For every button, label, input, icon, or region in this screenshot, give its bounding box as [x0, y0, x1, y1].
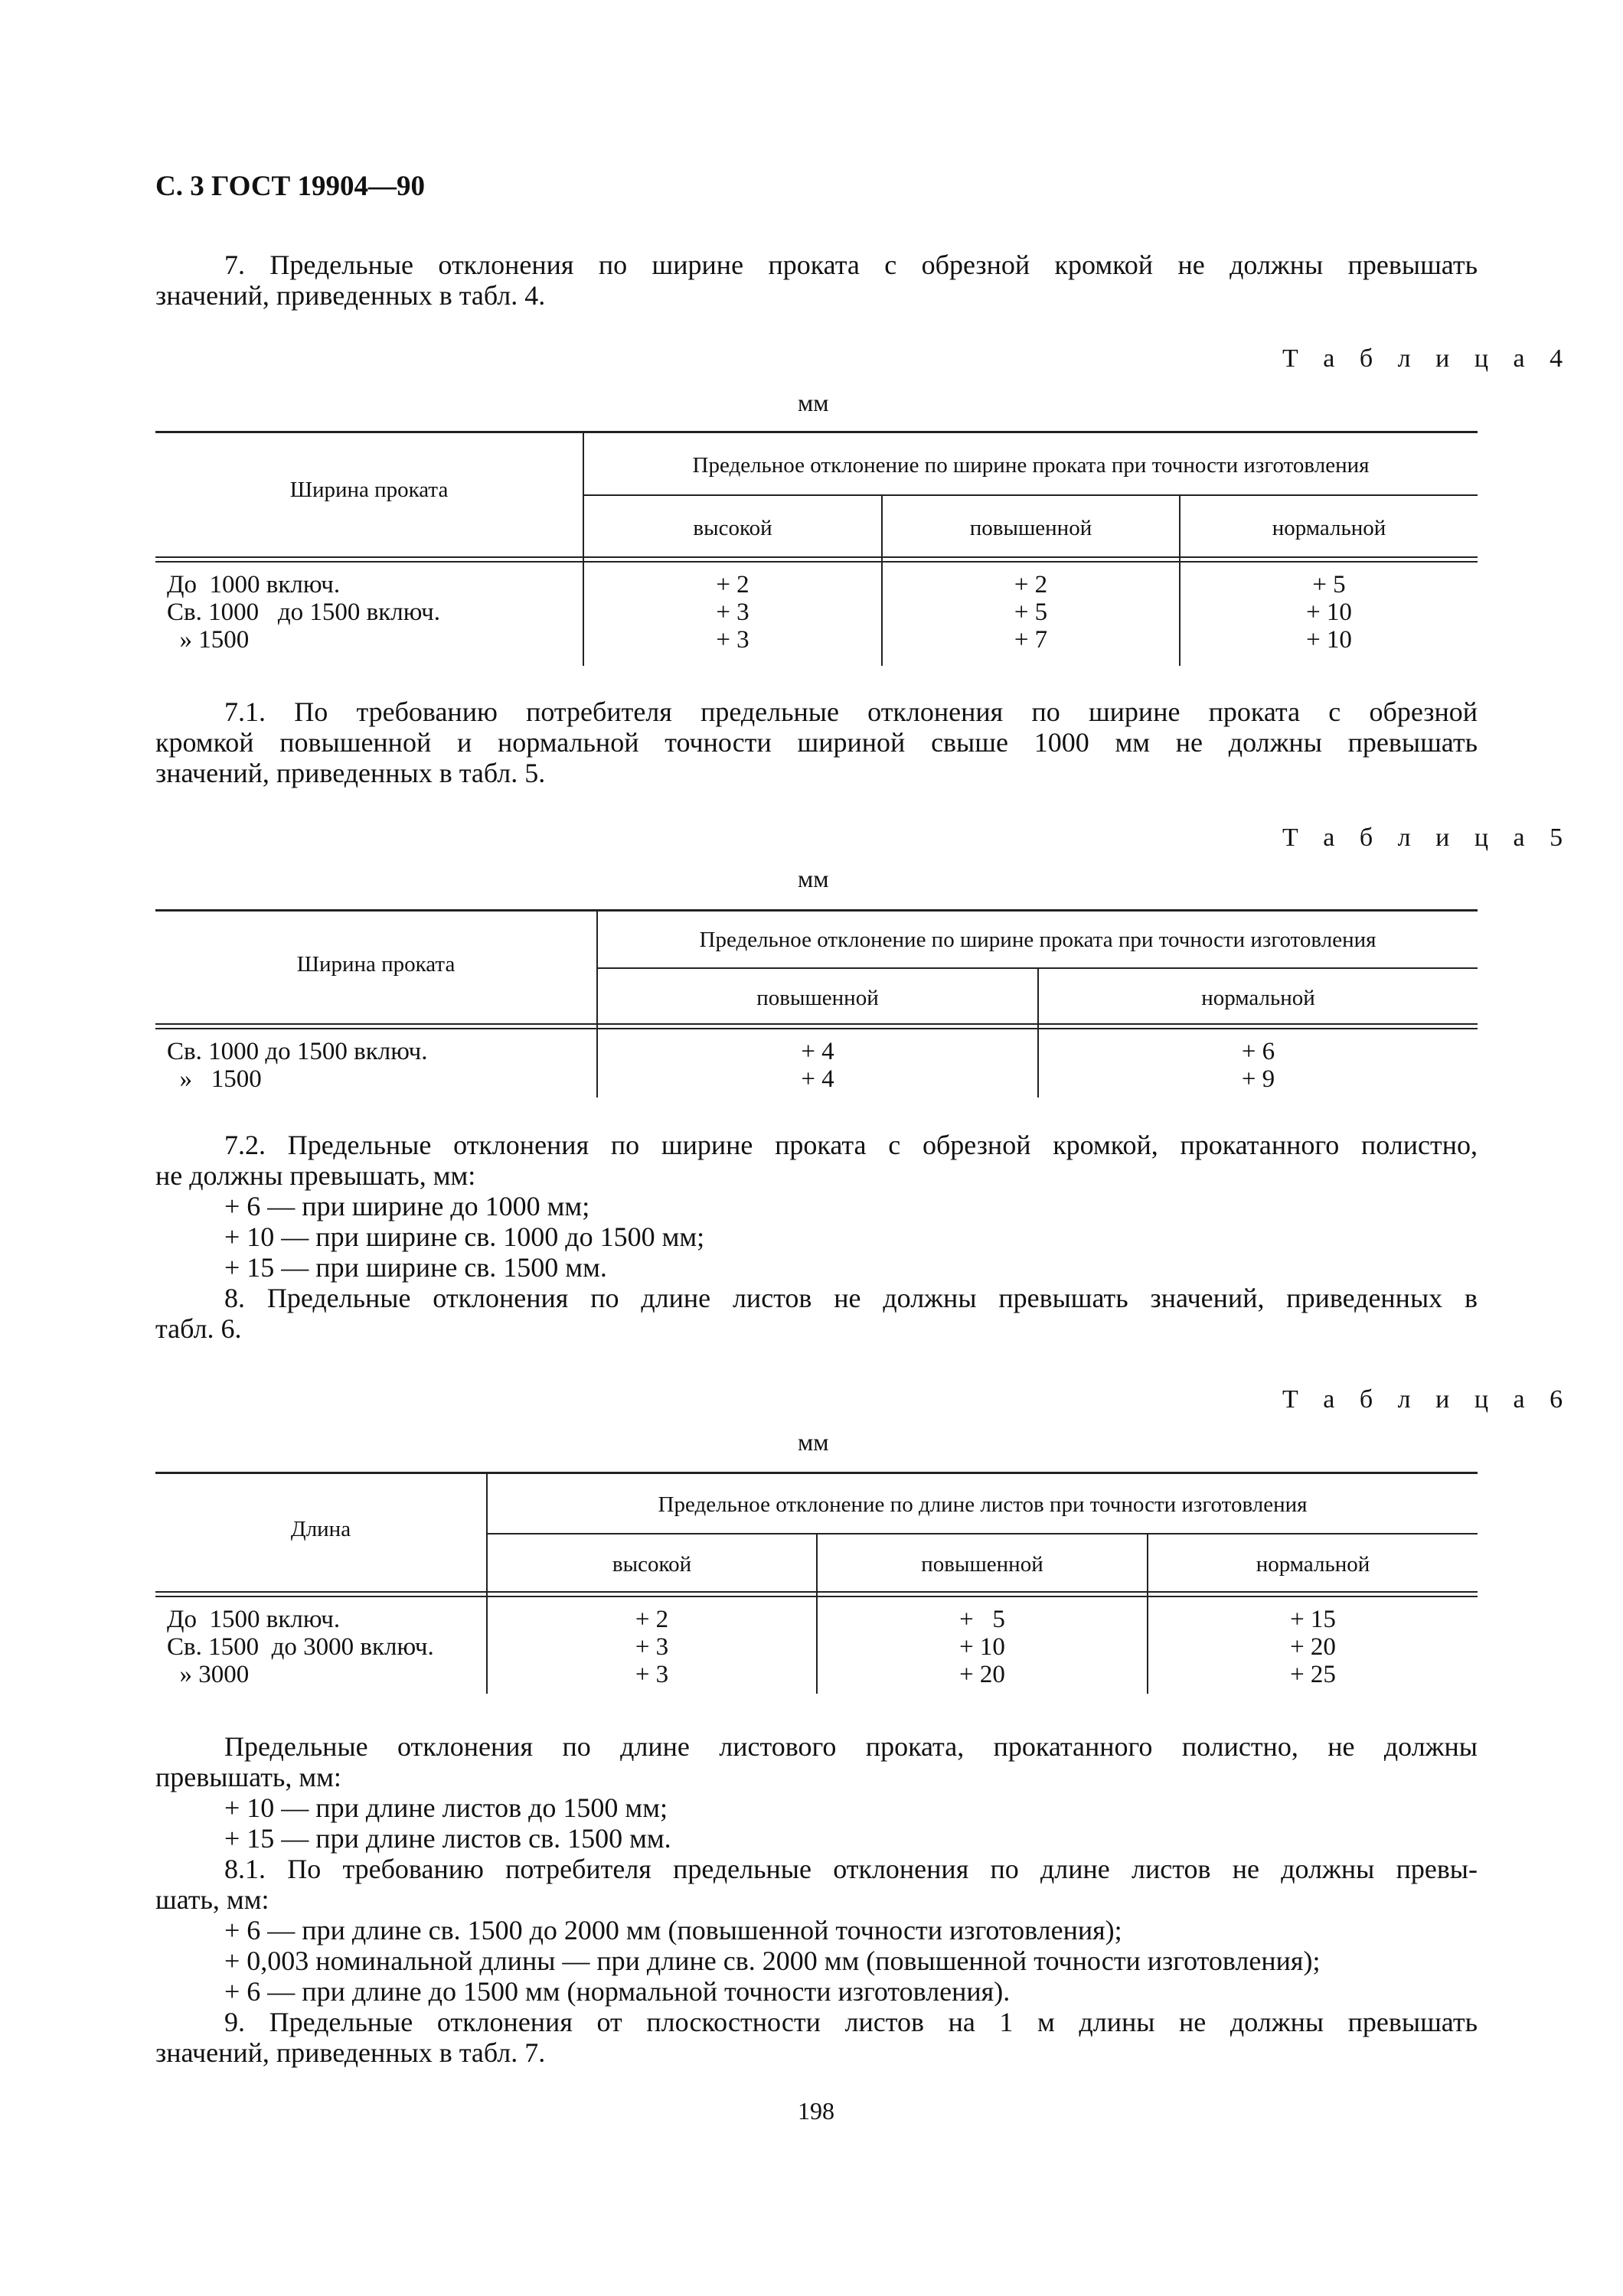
- list-item: + 6 — при ширине до 1000 мм;: [224, 1191, 590, 1221]
- table-5-column-header: нормальной: [1201, 986, 1315, 1010]
- list-item: + 6 — при длине св. 1500 до 2000 мм (повышенной точности изготовления);: [224, 1915, 1122, 1945]
- table-5-top-rule: [155, 909, 1478, 912]
- text-line: значений, приведенных в табл. 4.: [155, 280, 546, 311]
- table-5-first-column-header: Ширина проката: [296, 952, 456, 977]
- text-line: значений, приведенных в табл. 5.: [155, 758, 546, 788]
- text-line: 7. Предельные отклонения по ширине проката с обрезной кромкой не должны превышать: [224, 249, 1478, 280]
- text-line: Предельные отклонения по длине листового проката, прокатанного полистно, не должны: [224, 1731, 1478, 1762]
- paragraph-8-continued: [155, 1731, 1478, 1792]
- table-5-column-values: + 4 + 4: [801, 1038, 834, 1093]
- text-line: не должны превышать, мм:: [155, 1160, 476, 1191]
- table-4-column-header: нормальной: [1272, 516, 1386, 540]
- table-6-subheader-rule: [487, 1533, 1478, 1534]
- table-4-first-column-header: Ширина проката: [289, 478, 449, 502]
- text-line: 7.2. Предельные отклонения по ширине проката с обрезной кромкой, прокатанного полистно,: [224, 1130, 1478, 1160]
- table-4-caption: Т а б л и ц а 4: [1282, 344, 1572, 373]
- table-6-column-values: + 2 + 3 + 3: [635, 1606, 669, 1688]
- table-4-header-rule-2: [155, 561, 1478, 563]
- table-6-first-column-header: Длина: [290, 1517, 351, 1541]
- table-6-column-values: + 15 + 20 + 25: [1290, 1606, 1336, 1688]
- table-4-column-values: + 2 + 5 + 7: [1014, 571, 1048, 654]
- paragraph-7-2: [155, 1130, 1478, 1191]
- table-5-header-rule-1: [155, 1023, 1478, 1025]
- table-4-unit: мм: [798, 389, 829, 416]
- table-6-column-header: повышенной: [921, 1552, 1043, 1577]
- table-5-header-rule-2: [155, 1028, 1478, 1029]
- table-6-column-header: высокой: [612, 1552, 692, 1577]
- table-6-caption: Т а б л и ц а 6: [1282, 1385, 1572, 1414]
- table-5-unit: мм: [798, 865, 829, 892]
- table-5-column-header: повышенной: [756, 986, 879, 1010]
- paragraph-8-1-list: [155, 1915, 1478, 2007]
- table-6-column-values: + 5 + 10 + 20: [959, 1606, 1005, 1688]
- table-4-header-rule-1: [155, 556, 1478, 558]
- table-4-column-header: высокой: [693, 516, 772, 540]
- paragraph-8: [155, 1283, 1478, 1344]
- table-4-column-values: + 5 + 10 + 10: [1306, 571, 1352, 654]
- page-header: С. 3 ГОСТ 19904—90: [155, 171, 425, 202]
- text-line: 8.1. По требованию потребителя предельные отклонения по длине листов не должны превы-: [224, 1854, 1478, 1884]
- list-item: + 15 — при длине листов св. 1500 мм.: [224, 1823, 671, 1854]
- text-line: кромкой повышенной и нормальной точности шириной свыше 1000 мм не должны превышать: [155, 727, 1478, 758]
- table-4-top-rule: [155, 431, 1478, 433]
- table-5-row-labels: Св. 1000 до 1500 включ. » 1500: [167, 1038, 428, 1093]
- text-line: значений, приведенных в табл. 7.: [155, 2037, 546, 2068]
- table-4-row-labels: До 1000 включ. Св. 1000 до 1500 включ. » 1500: [167, 571, 440, 654]
- paragraph-9: [155, 2007, 1478, 2068]
- paragraph-8-list: [155, 1792, 1478, 1854]
- text-line: 8. Предельные отклонения по длине листов не должны превышать значений, приведенных в: [224, 1283, 1478, 1313]
- table-5-caption: Т а б л и ц а 5: [1282, 823, 1572, 852]
- table-4-column-header: повышенной: [969, 516, 1092, 540]
- text-line: табл. 6.: [155, 1313, 242, 1344]
- list-item: + 0,003 номинальной длины — при длине св. 2000 мм (повышенной точности изготовления);: [224, 1945, 1321, 1976]
- text-line: шать, мм:: [155, 1884, 269, 1915]
- table-6-column-header: нормальной: [1256, 1552, 1370, 1577]
- list-item: + 6 — при длине до 1500 мм (нормальной точности изготовления).: [224, 1976, 1011, 2007]
- paragraph-7-2-list: [155, 1191, 1478, 1283]
- list-item: + 10 — при ширине св. 1000 до 1500 мм;: [224, 1221, 705, 1252]
- text-line: 7.1. По требованию потребителя предельные отклонения по ширине проката с обрезной: [224, 696, 1478, 727]
- paragraph-8-1: [155, 1854, 1478, 1915]
- text-line: превышать, мм:: [155, 1762, 341, 1792]
- paragraph-7-1: [155, 696, 1478, 788]
- table-6-row-labels: До 1500 включ. Св. 1500 до 3000 включ. » 3000: [167, 1606, 434, 1688]
- paragraph-7: [155, 249, 1478, 311]
- page-number: 198: [798, 2097, 834, 2125]
- table-6-unit: мм: [798, 1428, 829, 1456]
- table-5-group-header: Предельное отклонение по ширине проката при точности изготовления: [699, 928, 1376, 952]
- table-6-group-header: Предельное отклонение по длине листов при точности изготовления: [658, 1492, 1308, 1517]
- text-line: 9. Предельные отклонения от плоскостности листов на 1 м длины не должны превышать: [224, 2007, 1478, 2037]
- table-6-top-rule: [155, 1472, 1478, 1474]
- table-4-column-values: + 2 + 3 + 3: [716, 571, 749, 654]
- table-4-subheader-rule: [583, 494, 1478, 496]
- list-item: + 15 — при ширине св. 1500 мм.: [224, 1252, 607, 1283]
- table-5-column-values: + 6 + 9: [1241, 1038, 1275, 1093]
- list-item: + 10 — при длине листов до 1500 мм;: [224, 1792, 668, 1823]
- table-4-group-header: Предельное отклонение по ширине проката при точности изготовления: [692, 453, 1370, 478]
